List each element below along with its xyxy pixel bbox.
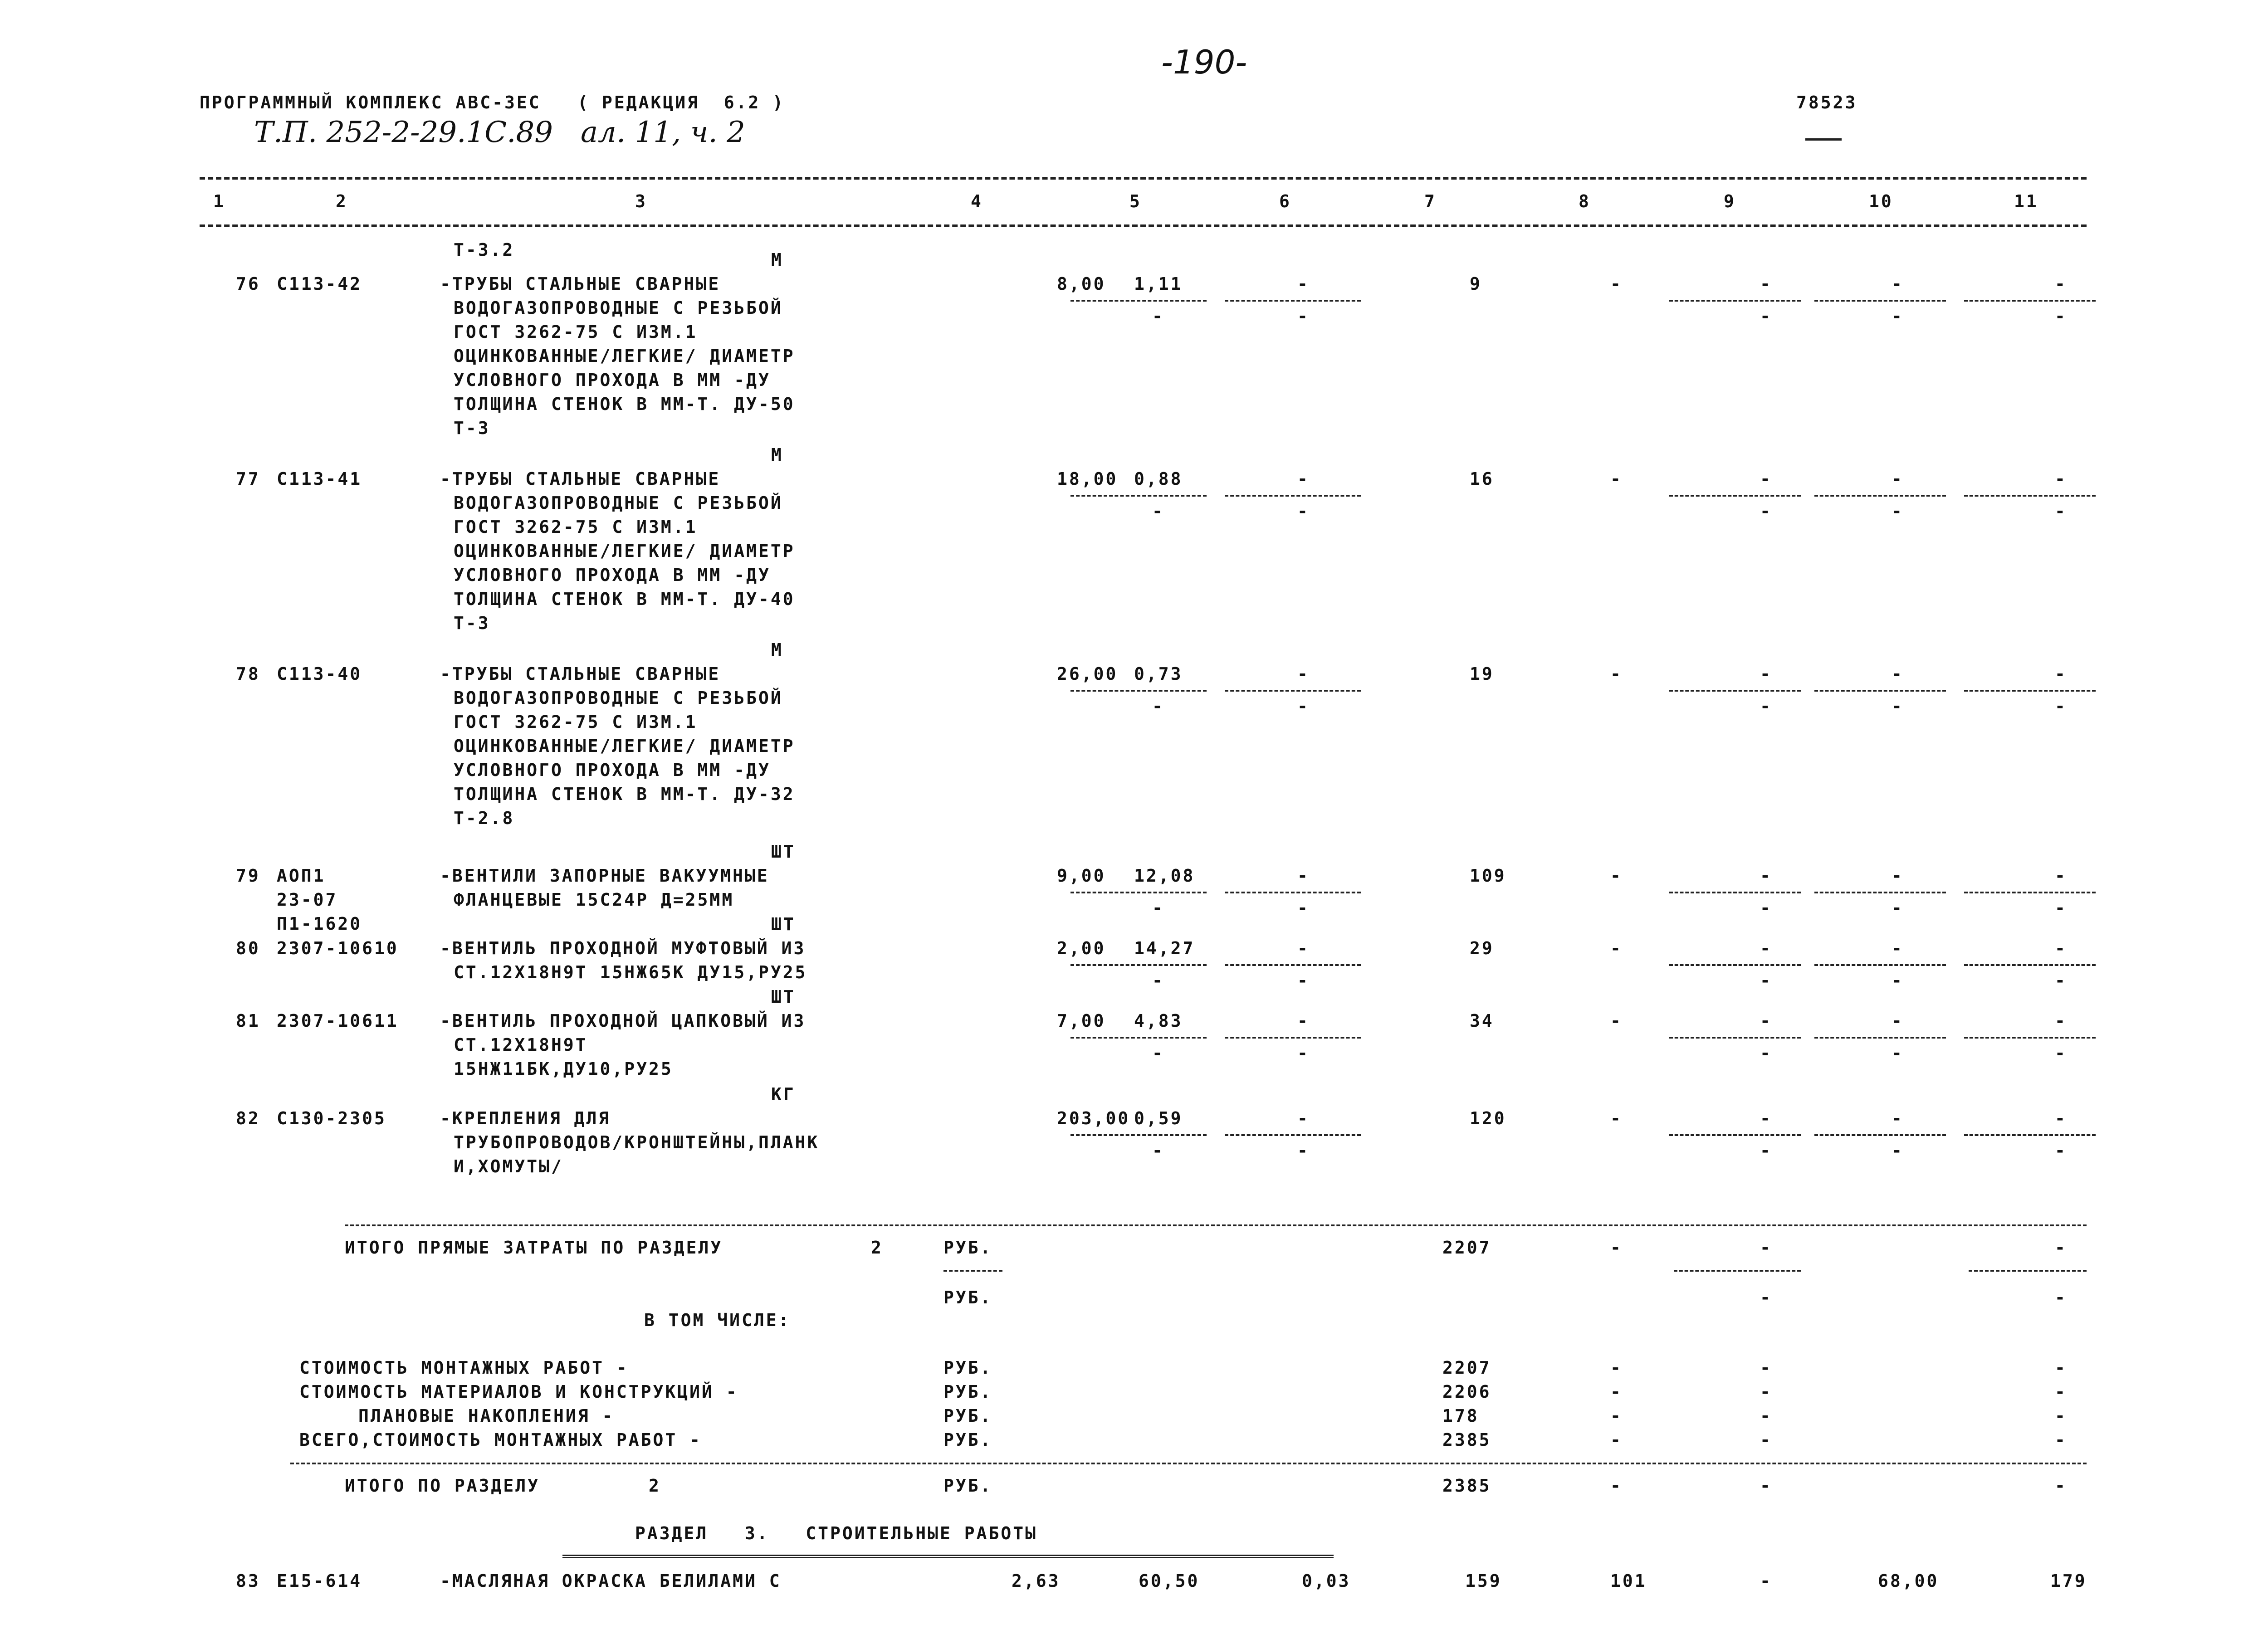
col-8: 8 — [1579, 191, 1591, 211]
row-description-line: -ВЕНТИЛИ ЗАПОРНЫЕ ВАКУУМНЫЕ — [440, 866, 769, 886]
row-description-line: УСЛОВНОГО ПРОХОДА В ММ -ДУ — [454, 370, 771, 390]
totals-line-rub: РУБ. — [943, 1358, 992, 1378]
row-code: С113-40 — [277, 664, 362, 684]
row-code: Е15-614 — [277, 1571, 362, 1591]
row-number: 82 — [236, 1108, 260, 1128]
section-total-rule — [290, 1463, 2087, 1464]
row-description-line: -ВЕНТИЛЬ ПРОХОДНОЙ ЦАПКОВЫЙ ИЗ — [440, 1011, 806, 1031]
row-code: 2307-10611 — [277, 1011, 399, 1031]
row-description-line: ТРУБОПРОВОДОВ/КРОНШТЕЙНЫ,ПЛАНК — [454, 1132, 820, 1152]
row-description-line: УСЛОВНОГО ПРОХОДА В ММ -ДУ — [454, 760, 771, 780]
document-number: 78523 — [1796, 93, 1857, 112]
row-c6-sub: - — [1297, 1043, 1310, 1063]
direct-costs-rub2: РУБ. — [943, 1288, 992, 1307]
row-separator — [1070, 300, 1207, 302]
row-unit: М — [771, 640, 783, 660]
row-separator — [1225, 300, 1361, 302]
row-c6: 0,03 — [1302, 1571, 1351, 1591]
program-header: ПРОГРАММНЫЙ КОМПЛЕКС АВС-3ЕС ( РЕДАКЦИЯ 6.2 ) — [200, 93, 785, 112]
row-description-line: УСЛОВНОГО ПРОХОДА В ММ -ДУ — [454, 565, 771, 585]
section-total-c9: - — [1760, 1476, 1772, 1496]
totals-rule — [345, 1224, 2087, 1226]
row-description-line: СТ.12Х18Н9Т 15НЖ65К ДУ15,РУ25 — [454, 962, 807, 982]
row-separator — [1814, 1134, 1946, 1136]
row-c6: - — [1297, 938, 1310, 958]
row-unit: ШТ — [771, 842, 796, 862]
row-c9-sub: - — [1760, 898, 1772, 918]
row-c9: - — [1760, 1108, 1772, 1128]
row-c7: 159 — [1465, 1571, 1502, 1591]
row-c10: - — [1892, 866, 1904, 886]
section-total-c8: - — [1610, 1476, 1623, 1496]
direct-costs-section: 2 — [871, 1238, 883, 1258]
row-unit: М — [771, 445, 783, 465]
row-c5: 4,83 — [1134, 1011, 1183, 1031]
row-c9: - — [1760, 274, 1772, 294]
row-c8: - — [1610, 1011, 1623, 1031]
row-c6-sub: - — [1297, 1141, 1310, 1161]
row-c11: 179 — [2050, 1571, 2087, 1591]
row-separator — [1225, 690, 1361, 692]
row-c11: - — [2055, 1011, 2067, 1031]
row-number: 81 — [236, 1011, 260, 1031]
row-separator — [1814, 690, 1946, 692]
row-description-line: Т-3 — [454, 613, 490, 633]
totals-line-value: 2385 — [1442, 1430, 1491, 1450]
totals-line-c9: - — [1760, 1382, 1772, 1402]
row-separator — [1669, 964, 1801, 966]
totals-line-value: 178 — [1442, 1406, 1479, 1426]
col-9: 9 — [1724, 191, 1736, 211]
totals-line-c8: - — [1610, 1406, 1623, 1426]
totals-line-c11: - — [2055, 1382, 2067, 1402]
row-description: -МАСЛЯНАЯ ОКРАСКА БЕЛИЛАМИ С — [440, 1571, 782, 1591]
row-description-line: -ТРУБЫ СТАЛЬНЫЕ СВАРНЫЕ — [440, 469, 721, 489]
row-c9: - — [1760, 938, 1772, 958]
row-separator — [1669, 300, 1801, 302]
row-c10-sub: - — [1892, 1043, 1904, 1063]
totals-line-rub: РУБ. — [943, 1406, 992, 1426]
row-qty: 2,63 — [1012, 1571, 1061, 1591]
row-separator — [1964, 690, 2096, 692]
row-c10: - — [1892, 274, 1904, 294]
row-c6: - — [1297, 274, 1310, 294]
row-unit: М — [771, 250, 783, 270]
row-c11-sub: - — [2055, 501, 2067, 521]
direct-costs-rub: РУБ. — [943, 1238, 992, 1258]
row-c8: - — [1610, 664, 1623, 684]
row-c10-sub: - — [1892, 501, 1904, 521]
row-c8: - — [1610, 274, 1623, 294]
row-c11-sub: - — [2055, 1141, 2067, 1161]
totals-line-c8: - — [1610, 1430, 1623, 1450]
row-separator — [1669, 892, 1801, 893]
row-c9-sub: - — [1760, 971, 1772, 990]
totals-line-label: СТОИМОСТЬ МАТЕРИАЛОВ И КОНСТРУКЦИЙ - — [299, 1382, 738, 1402]
totals-line-c9: - — [1760, 1358, 1772, 1378]
row-c6: - — [1297, 664, 1310, 684]
col-10: 10 — [1869, 191, 1893, 211]
direct-costs-c11: - — [2055, 1238, 2067, 1258]
row-separator — [1814, 964, 1946, 966]
direct-costs-label: ИТОГО ПРЯМЫЕ ЗАТРАТЫ ПО РАЗДЕЛУ — [345, 1238, 723, 1258]
totals-line-label: ПЛАНОВЫЕ НАКОПЛЕНИЯ - — [358, 1406, 615, 1426]
row-c5-sub: - — [1152, 971, 1164, 990]
row-c10-sub: - — [1892, 306, 1904, 326]
totals-line-c8: - — [1610, 1358, 1623, 1378]
row-separator — [1070, 690, 1207, 692]
row-c11: - — [2055, 274, 2067, 294]
row-separator — [1814, 300, 1946, 302]
row-separator — [1964, 300, 2096, 302]
col-7: 7 — [1424, 191, 1437, 211]
row-description-line: ВОДОГАЗОПРОВОДНЫЕ С РЕЗЬБОЙ — [454, 298, 783, 318]
row-number: 79 — [236, 866, 260, 886]
row-c5-sub: - — [1152, 1141, 1164, 1161]
c9-underline — [1674, 1270, 1801, 1272]
row-code-3: П1-1620 — [277, 914, 362, 934]
row-c8: - — [1610, 1108, 1623, 1128]
number-underline — [1805, 138, 1842, 141]
row-description-line: ОЦИНКОВАННЫЕ/ЛЕГКИЕ/ ДИАМЕТР — [454, 541, 795, 561]
row-description-line: Т-2.8 — [454, 808, 515, 828]
row-c6-sub: - — [1297, 501, 1310, 521]
row-description-line: 15НЖ11БК,ДУ10,РУ25 — [454, 1059, 673, 1079]
row-c7: 34 — [1470, 1011, 1494, 1031]
totals-line-rub: РУБ. — [943, 1430, 992, 1450]
row-description-line: ТОЛЩИНА СТЕНОК В ММ-Т. ДУ-32 — [454, 784, 795, 804]
row-c11: - — [2055, 469, 2067, 489]
row-c11: - — [2055, 938, 2067, 958]
rub-underline — [943, 1270, 1002, 1272]
row-qty: 203,00 — [1057, 1108, 1130, 1128]
row-c9: - — [1760, 1011, 1772, 1031]
row-c5: 0,59 — [1134, 1108, 1183, 1128]
totals-line-label: ВСЕГО,СТОИМОСТЬ МОНТАЖНЫХ РАБОТ - — [299, 1430, 702, 1450]
row-separator — [1669, 1134, 1801, 1136]
row-c7: 109 — [1470, 866, 1506, 886]
row-c5-sub: - — [1152, 898, 1164, 918]
row-description-line: -ВЕНТИЛЬ ПРОХОДНОЙ МУФТОВЫЙ ИЗ — [440, 938, 806, 958]
row-c11-sub: - — [2055, 898, 2067, 918]
row-c9-sub: - — [1760, 1043, 1772, 1063]
row-separator — [1669, 1037, 1801, 1039]
row-c10: - — [1892, 938, 1904, 958]
row-c5-sub: - — [1152, 306, 1164, 326]
totals-line-label: СТОИМОСТЬ МОНТАЖНЫХ РАБОТ - — [299, 1358, 629, 1378]
row-qty: 9,00 — [1057, 866, 1106, 886]
row-c9: - — [1760, 1571, 1772, 1591]
col-3: 3 — [635, 191, 647, 211]
row-c10: - — [1892, 469, 1904, 489]
row-c5: 1,11 — [1134, 274, 1183, 294]
direct-costs-c9: - — [1760, 1238, 1772, 1258]
header-bottom-rule — [200, 224, 2087, 227]
row-code: С113-41 — [277, 469, 362, 489]
row-unit: ШТ — [771, 914, 796, 934]
row-c10-sub: - — [1892, 971, 1904, 990]
totals-line-c11: - — [2055, 1430, 2067, 1450]
row-separator — [1225, 964, 1361, 966]
row-description-line: -ТРУБЫ СТАЛЬНЫЕ СВАРНЫЕ — [440, 664, 721, 684]
row-qty: 8,00 — [1057, 274, 1106, 294]
row-c9: - — [1760, 664, 1772, 684]
row-number: 77 — [236, 469, 260, 489]
row-description-line: ГОСТ 3262-75 С ИЗМ.1 — [454, 517, 698, 537]
row-c5-sub: - — [1152, 1043, 1164, 1063]
row-c11-sub: - — [2055, 1043, 2067, 1063]
col-2: 2 — [336, 191, 348, 211]
col-1: 1 — [213, 191, 225, 211]
row-c10-sub: - — [1892, 1141, 1904, 1161]
row-unit: ШТ — [771, 987, 796, 1007]
including-label: В ТОМ ЧИСЛЕ: — [644, 1310, 791, 1330]
row-description-line: ГОСТ 3262-75 С ИЗМ.1 — [454, 322, 698, 342]
row-separator — [1814, 892, 1946, 893]
row-description-line: ФЛАНЦЕВЫЕ 15С24Р Д=25ММ — [454, 890, 734, 910]
row-separator — [1669, 690, 1801, 692]
row-number: 83 — [236, 1571, 260, 1591]
row-c11: - — [2055, 664, 2067, 684]
col-6: 6 — [1279, 191, 1291, 211]
row-separator — [1964, 495, 2096, 497]
section-3-title: РАЗДЕЛ 3. СТРОИТЕЛЬНЫЕ РАБОТЫ — [635, 1523, 1037, 1543]
row-c10: - — [1892, 1108, 1904, 1128]
row-c7: 120 — [1470, 1108, 1506, 1128]
row-description-line: ГОСТ 3262-75 С ИЗМ.1 — [454, 712, 698, 732]
row-c10-sub: - — [1892, 696, 1904, 716]
row-c9: - — [1760, 469, 1772, 489]
row-c10-sub: - — [1892, 898, 1904, 918]
section-total-no: 2 — [649, 1476, 661, 1496]
header-top-rule — [200, 177, 2087, 180]
row-separator — [1070, 1134, 1207, 1136]
row-description-line: СТ.12Х18Н9Т — [454, 1035, 588, 1055]
row-c9-sub: - — [1760, 306, 1772, 326]
row-code: АОП1 — [277, 866, 326, 886]
row-c5: 12,08 — [1134, 866, 1195, 886]
totals-line-c8: - — [1610, 1382, 1623, 1402]
section-total-c11: - — [2055, 1476, 2067, 1496]
row-separator — [1225, 1037, 1361, 1039]
row-separator — [1225, 1134, 1361, 1136]
row-code: С130-2305 — [277, 1108, 386, 1128]
row-c9-sub: - — [1760, 1141, 1772, 1161]
row-code: 2307-10610 — [277, 938, 399, 958]
row-c5: 0,73 — [1134, 664, 1183, 684]
row-c5: 60,50 — [1139, 1571, 1200, 1591]
row-c6: - — [1297, 866, 1310, 886]
row-qty: 26,00 — [1057, 664, 1118, 684]
row-description-line: ТОЛЩИНА СТЕНОК В ММ-Т. ДУ-40 — [454, 589, 795, 609]
row-code: С113-42 — [277, 274, 362, 294]
row-c8: 101 — [1610, 1571, 1647, 1591]
row-number: 80 — [236, 938, 260, 958]
row-c9-sub: - — [1760, 501, 1772, 521]
row-separator — [1964, 964, 2096, 966]
row-separator — [1070, 1037, 1207, 1039]
page-number: -190- — [1161, 43, 1247, 81]
section-total-rub: РУБ. — [943, 1476, 992, 1496]
section-total-label: ИТОГО ПО РАЗДЕЛУ — [345, 1476, 540, 1496]
row-description-line: ОЦИНКОВАННЫЕ/ЛЕГКИЕ/ ДИАМЕТР — [454, 346, 795, 366]
row-description-line: -КРЕПЛЕНИЯ ДЛЯ — [440, 1108, 611, 1128]
row-c7: 29 — [1470, 938, 1494, 958]
row-c11: - — [2055, 1108, 2067, 1128]
totals-line-c11: - — [2055, 1406, 2067, 1426]
row-separator — [1814, 1037, 1946, 1039]
row-c10: 68,00 — [1878, 1571, 1939, 1591]
row-c8: - — [1610, 866, 1623, 886]
row-c6-sub: - — [1297, 306, 1310, 326]
direct-costs-value: 2207 — [1442, 1238, 1491, 1258]
row-description-line: Т-3 — [454, 418, 490, 438]
row-c6-sub: - — [1297, 898, 1310, 918]
row-separator — [1070, 495, 1207, 497]
row-separator — [1225, 892, 1361, 893]
col-5: 5 — [1129, 191, 1142, 211]
col-11: 11 — [2014, 191, 2038, 211]
row-number: 76 — [236, 274, 260, 294]
top-note: Т-3.2 — [454, 240, 515, 260]
row-description-line: ВОДОГАЗОПРОВОДНЫЕ С РЕЗЬБОЙ — [454, 493, 783, 513]
row-description-line: ТОЛЩИНА СТЕНОК В ММ-Т. ДУ-50 — [454, 394, 795, 414]
row-separator — [1070, 892, 1207, 893]
row-c7: 9 — [1470, 274, 1482, 294]
direct-costs-c11b: - — [2055, 1288, 2067, 1307]
totals-line-rub: РУБ. — [943, 1382, 992, 1402]
row-c11-sub: - — [2055, 971, 2067, 990]
row-c11-sub: - — [2055, 306, 2067, 326]
row-qty: 18,00 — [1057, 469, 1118, 489]
totals-line-value: 2206 — [1442, 1382, 1491, 1402]
row-c6-sub: - — [1297, 696, 1310, 716]
row-unit: КГ — [771, 1084, 796, 1104]
row-code-2: 23-07 — [277, 890, 338, 910]
row-c8: - — [1610, 469, 1623, 489]
row-description-line: ВОДОГАЗОПРОВОДНЫЕ С РЕЗЬБОЙ — [454, 688, 783, 708]
row-c11-sub: - — [2055, 696, 2067, 716]
row-description-line: И,ХОМУТЫ/ — [454, 1156, 563, 1176]
handwritten-note: Т.П. 252-2-29.1С.89 ал. 11, ч. 2 — [254, 116, 745, 149]
row-separator — [1964, 1037, 2096, 1039]
row-qty: 2,00 — [1057, 938, 1106, 958]
row-description-line: ОЦИНКОВАННЫЕ/ЛЕГКИЕ/ ДИАМЕТР — [454, 736, 795, 756]
section-total-value: 2385 — [1442, 1476, 1491, 1496]
row-c6-sub: - — [1297, 971, 1310, 990]
section-3-underline — [562, 1555, 1334, 1558]
row-c5-sub: - — [1152, 501, 1164, 521]
row-c6: - — [1297, 469, 1310, 489]
row-qty: 7,00 — [1057, 1011, 1106, 1031]
row-c10: - — [1892, 664, 1904, 684]
row-separator — [1964, 1134, 2096, 1136]
direct-costs-c8: - — [1610, 1238, 1623, 1258]
totals-line-value: 2207 — [1442, 1358, 1491, 1378]
row-description-line: -ТРУБЫ СТАЛЬНЫЕ СВАРНЫЕ — [440, 274, 721, 294]
direct-costs-c9b: - — [1760, 1288, 1772, 1307]
row-c5: 0,88 — [1134, 469, 1183, 489]
row-c9-sub: - — [1760, 696, 1772, 716]
col-4: 4 — [971, 191, 983, 211]
c11-underline — [1969, 1270, 2087, 1272]
row-separator — [1225, 495, 1361, 497]
row-separator — [1964, 892, 2096, 893]
row-c7: 16 — [1470, 469, 1494, 489]
row-separator — [1070, 964, 1207, 966]
row-separator — [1814, 495, 1946, 497]
row-c5-sub: - — [1152, 696, 1164, 716]
row-c6: - — [1297, 1108, 1310, 1128]
totals-line-c11: - — [2055, 1358, 2067, 1378]
row-c5: 14,27 — [1134, 938, 1195, 958]
row-c6: - — [1297, 1011, 1310, 1031]
row-c10: - — [1892, 1011, 1904, 1031]
totals-line-c9: - — [1760, 1406, 1772, 1426]
totals-line-c9: - — [1760, 1430, 1772, 1450]
row-c8: - — [1610, 938, 1623, 958]
row-c11: - — [2055, 866, 2067, 886]
row-c9: - — [1760, 866, 1772, 886]
row-c7: 19 — [1470, 664, 1494, 684]
row-separator — [1669, 495, 1801, 497]
row-number: 78 — [236, 664, 260, 684]
